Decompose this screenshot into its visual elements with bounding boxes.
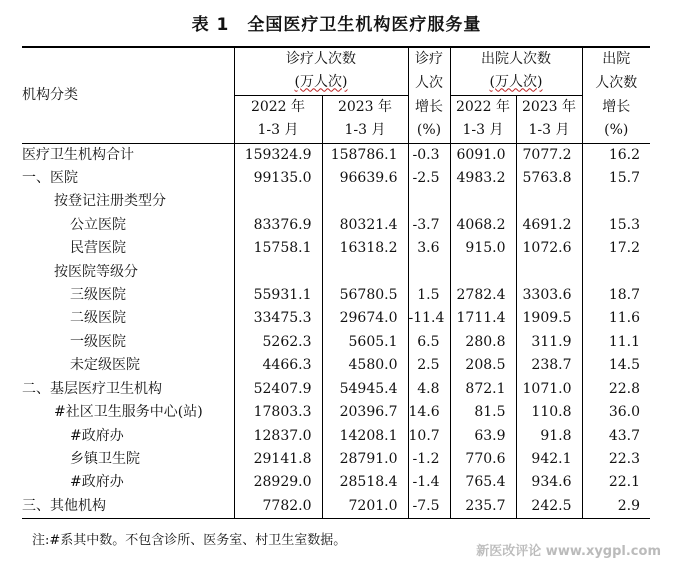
cell-dg: 18.7: [608, 287, 640, 304]
cell-d2022: 872.1: [450, 378, 516, 401]
table-title: [0, 10, 673, 35]
cell-vg: 4.8: [408, 378, 450, 401]
cell-d2022: 235.7: [450, 495, 516, 519]
cell-vg: 10.7: [408, 425, 450, 448]
header-category: 机构分类: [22, 47, 234, 143]
table-row: [22, 237, 650, 260]
cell-vg: [408, 261, 450, 284]
cell-dg: 22.3: [608, 450, 640, 467]
header-d2022-months: 1-3 月: [450, 119, 516, 143]
cell-v2023: 28791.0: [322, 448, 408, 471]
header-d2022-year: 2022 年: [450, 95, 516, 119]
cell-v2023: [322, 190, 408, 213]
header-discharge-unit: (万人次): [489, 74, 543, 91]
cell-v2022: [234, 190, 322, 213]
cell-vg: -7.5: [408, 495, 450, 519]
row-category: #政府办: [22, 471, 234, 494]
cell-v2023: 16318.2: [322, 237, 408, 260]
cell-v2023: 56780.5: [322, 284, 408, 307]
cell-dg: 16.2: [608, 146, 640, 163]
row-category: 乡镇卫生院: [22, 448, 234, 471]
cell-d2023: 942.1: [516, 448, 582, 471]
cell-dg: 22.8: [608, 380, 640, 397]
cell-v2022: 4466.3: [234, 354, 322, 377]
table-row: [22, 307, 650, 330]
table-row: [22, 214, 650, 237]
header-discharge-growth-3: 增长: [602, 98, 631, 115]
row-category: 二、基层医疗卫生机构: [22, 378, 234, 401]
cell-d2023: 3303.6: [516, 284, 582, 307]
cell-v2023: 4580.0: [322, 354, 408, 377]
header-discharge-group: 出院人次数: [450, 47, 582, 71]
cell-vg: 2.5: [408, 354, 450, 377]
cell-d2023: 1072.6: [516, 237, 582, 260]
cell-d2022: 81.5: [450, 401, 516, 424]
header-visits-growth-4: (%): [408, 119, 450, 143]
cell-vg: 1.5: [408, 284, 450, 307]
row-category: 民营医院: [22, 237, 234, 260]
table-row: [22, 378, 650, 401]
cell-vg: -0.3: [408, 143, 450, 167]
cell-v2023: 80321.4: [322, 214, 408, 237]
header-d2023-months: 1-3 月: [516, 119, 582, 143]
cell-v2022: 28929.0: [234, 471, 322, 494]
row-category: 三、其他机构: [22, 495, 234, 519]
cell-d2023: 91.8: [516, 425, 582, 448]
table-row: [22, 143, 650, 167]
cell-d2023: [516, 261, 582, 284]
cell-v2023: 7201.0: [322, 495, 408, 519]
cell-vg: -1.2: [408, 448, 450, 471]
row-category: 二级医院: [22, 307, 234, 330]
cell-d2022: 4068.2: [450, 214, 516, 237]
cell-d2022: [450, 261, 516, 284]
row-category: #社区卫生服务中心(站): [22, 401, 234, 424]
table-row: [22, 471, 650, 494]
cell-v2022: 159324.9: [234, 143, 322, 167]
header-visits-growth-3: 增长: [408, 95, 450, 119]
cell-vg: -1.4: [408, 471, 450, 494]
cell-v2022: 5262.3: [234, 331, 322, 354]
row-category: #政府办: [22, 425, 234, 448]
header-visits-group: 诊疗人次数: [234, 47, 408, 71]
table-row: [22, 401, 650, 424]
cell-v2023: 54945.4: [322, 378, 408, 401]
table-row: [22, 190, 650, 213]
cell-v2023: 14208.1: [322, 425, 408, 448]
cell-v2023: 96639.6: [322, 167, 408, 190]
cell-d2023: 242.5: [516, 495, 582, 519]
cell-dg: 36.0: [608, 404, 640, 421]
cell-v2022: 33475.3: [234, 307, 322, 330]
cell-vg: -2.5: [408, 167, 450, 190]
cell-d2022: 915.0: [450, 237, 516, 260]
cell-dg: 11.1: [608, 333, 640, 350]
cell-d2022: 765.4: [450, 471, 516, 494]
cell-d2023: 238.7: [516, 354, 582, 377]
table-title-text: 全国医疗卫生机构医疗服务量: [247, 15, 482, 35]
cell-dg: 15.3: [608, 216, 640, 233]
table-row: [22, 495, 650, 519]
cell-vg: -11.4: [408, 307, 450, 330]
cell-v2023: 29674.0: [322, 307, 408, 330]
cell-d2022: 1711.4: [450, 307, 516, 330]
cell-d2022: 770.6: [450, 448, 516, 471]
row-category: 按医院等级分: [22, 261, 234, 284]
watermark: 新医改评论 www.xygpl.com: [476, 544, 661, 559]
row-category: 按登记注册类型分: [22, 190, 234, 213]
cell-d2022: 4983.2: [450, 167, 516, 190]
cell-dg: 22.1: [608, 474, 640, 491]
cell-d2022: 208.5: [450, 354, 516, 377]
header-d2023-year: 2023 年: [516, 95, 582, 119]
cell-v2022: 55931.1: [234, 284, 322, 307]
cell-v2023: 20396.7: [322, 401, 408, 424]
table-row: [22, 354, 650, 377]
table-row: [22, 261, 650, 284]
cell-v2023: 158786.1: [322, 143, 408, 167]
header-visits-growth-1: 诊疗: [408, 47, 450, 71]
cell-d2023: 4691.2: [516, 214, 582, 237]
cell-dg: 2.9: [582, 495, 650, 519]
cell-vg: 6.5: [408, 331, 450, 354]
service-volume-table: [22, 46, 650, 519]
cell-v2022: 29141.8: [234, 448, 322, 471]
cell-dg: [582, 261, 650, 284]
cell-d2023: [516, 190, 582, 213]
header-discharge-growth-4: (%): [604, 122, 629, 139]
cell-v2023: 28518.4: [322, 471, 408, 494]
cell-d2023: 1071.0: [516, 378, 582, 401]
cell-v2022: 83376.9: [234, 214, 322, 237]
row-category: 医疗卫生机构合计: [22, 143, 234, 167]
cell-dg: 11.6: [608, 310, 640, 327]
header-visits-growth-2: 人次: [408, 71, 450, 95]
row-category: 一级医院: [22, 331, 234, 354]
table-number: 表 1: [191, 15, 230, 35]
cell-v2022: [234, 261, 322, 284]
cell-v2022: 17803.3: [234, 401, 322, 424]
cell-d2023: 1909.5: [516, 307, 582, 330]
cell-d2022: 2782.4: [450, 284, 516, 307]
header-discharge-growth-1: 出院: [602, 51, 631, 67]
cell-d2023: 110.8: [516, 401, 582, 424]
cell-d2023: 5763.8: [516, 167, 582, 190]
row-category: 三级医院: [22, 284, 234, 307]
cell-d2022: 280.8: [450, 331, 516, 354]
table-row: [22, 331, 650, 354]
header-2022-year: 2022 年: [234, 95, 322, 119]
cell-v2023: [322, 261, 408, 284]
table-row: [22, 448, 650, 471]
table-row: [22, 425, 650, 448]
header-2022-months: 1-3 月: [234, 119, 322, 143]
cell-dg: 14.5: [608, 357, 640, 374]
cell-v2022: 15758.1: [234, 237, 322, 260]
row-category: 公立医院: [22, 214, 234, 237]
cell-d2022: 63.9: [450, 425, 516, 448]
cell-d2023: 934.6: [516, 471, 582, 494]
header-discharge-growth-2: 人次数: [595, 74, 638, 91]
cell-dg: 17.2: [608, 240, 640, 257]
header-2023-months: 1-3 月: [322, 119, 408, 143]
cell-v2022: 52407.9: [234, 378, 322, 401]
table-row: [22, 167, 650, 190]
header-visits-unit: (万人次): [294, 74, 348, 91]
cell-vg: 3.6: [408, 237, 450, 260]
cell-vg: [408, 190, 450, 213]
cell-v2022: 7782.0: [234, 495, 322, 519]
cell-dg: 43.7: [608, 427, 640, 444]
row-category: 未定级医院: [22, 354, 234, 377]
row-category: 一、医院: [22, 167, 234, 190]
table-row: [22, 284, 650, 307]
cell-vg: 14.6: [408, 401, 450, 424]
cell-vg: -3.7: [408, 214, 450, 237]
cell-v2022: 12837.0: [234, 425, 322, 448]
cell-d2023: 7077.2: [516, 143, 582, 167]
cell-v2022: 99135.0: [234, 167, 322, 190]
footnote: 注:#系其中数。不包含诊所、医务室、村卫生室数据。: [32, 533, 347, 548]
cell-dg: [582, 190, 650, 213]
cell-v2023: 5605.1: [322, 331, 408, 354]
header-2023-year: 2023 年: [322, 95, 408, 119]
cell-d2022: [450, 190, 516, 213]
cell-d2022: 6091.0: [450, 143, 516, 167]
cell-d2023: 311.9: [516, 331, 582, 354]
cell-dg: 15.7: [608, 170, 640, 187]
